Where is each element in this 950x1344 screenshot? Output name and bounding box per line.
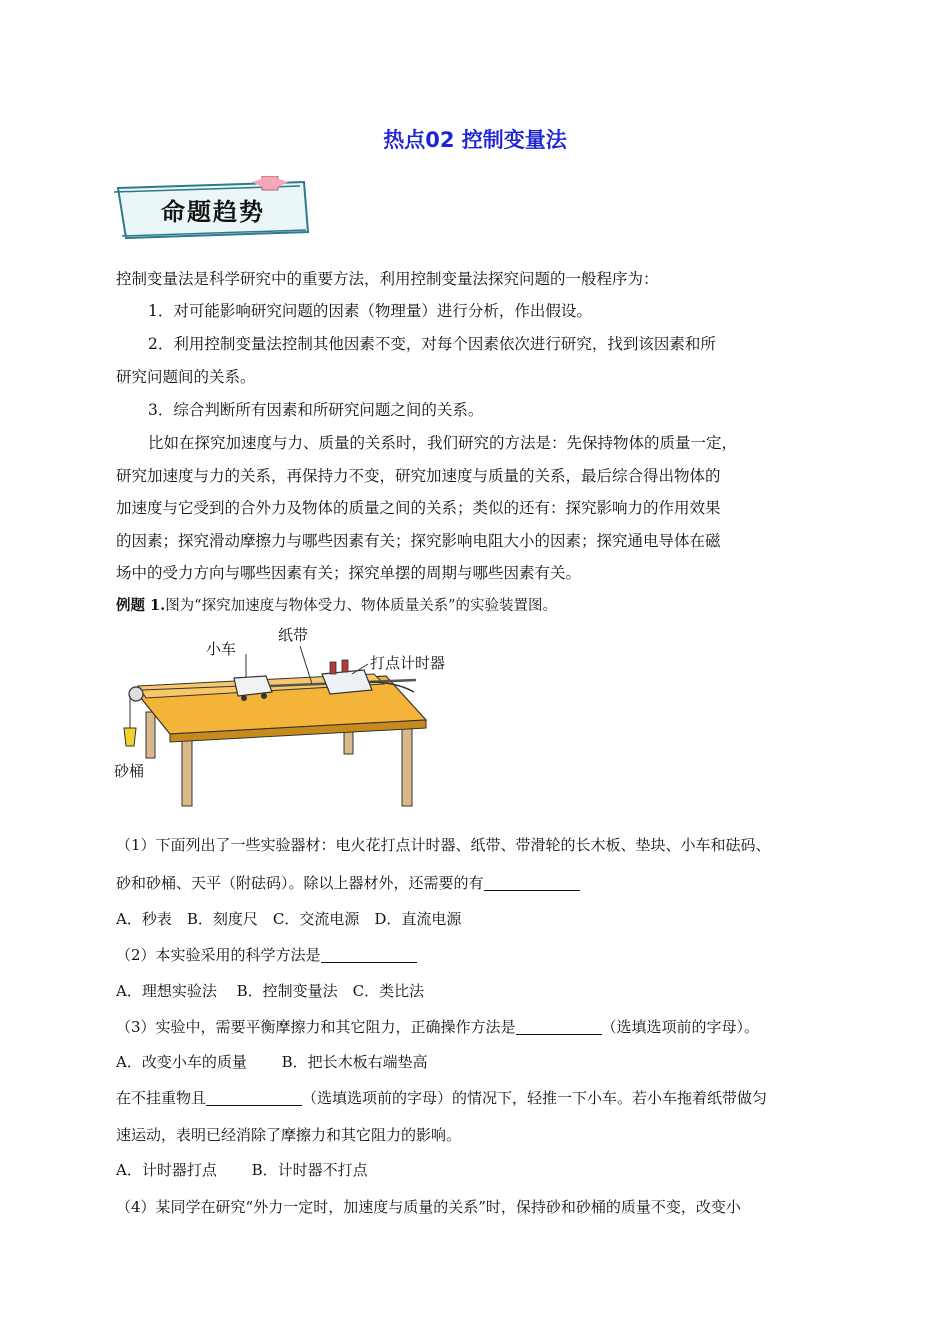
q1-options: A．秒表 B．刻度尺 C．交流电源 D．直流电源: [116, 910, 462, 928]
example-para-line: 场中的受力方向与哪些因素有关；探究单摆的周期与哪些因素有关。: [116, 564, 582, 582]
q1-line-2-text: 砂和砂桶、天平（附砝码）。除以上器材外，还需要的有: [116, 874, 484, 892]
example-para-line: 比如在探究加速度与力、质量的关系时，我们研究的方法是：先保持物体的质量一定，: [148, 434, 738, 452]
q1-line-2: [116, 868, 838, 899]
label-bucket: 砂桶: [114, 762, 145, 780]
page-title: 热点02 控制变量法: [383, 128, 567, 152]
label-tape: 纸带: [278, 626, 309, 644]
example-text: 图为“探究加速度与物体受力、物体质量关系”的实验装置图。: [165, 598, 558, 614]
q3-text-d: （选填选项前的字母）的情况下，轻推一下小车。若小车拖着纸带做匀: [302, 1089, 768, 1107]
q3-options-2: A．计时器打点 B．计时器不打点: [116, 1161, 368, 1179]
q3-line-3: 速运动，表明已经消除了摩擦力和其它阻力的影响。: [116, 1126, 462, 1144]
q2-options: A．理想实验法 B．控制变量法 C．类比法: [116, 982, 425, 1000]
example-para-line: 研究加速度与力的关系，再保持力不变，研究加速度与质量的关系，最后综合得出物体的: [116, 467, 721, 485]
step-2-cont: 研究问题间的关系。: [116, 368, 256, 386]
q3-text-b: （选填选项前的字母）。: [601, 1018, 760, 1036]
q2-text: （2）本实验采用的科学方法是: [116, 946, 321, 964]
answer-blank[interactable]: [206, 1089, 302, 1106]
answer-blank[interactable]: [484, 874, 580, 891]
q2-line: [116, 940, 838, 971]
label-car: 小车: [206, 640, 237, 658]
step-1: 1．对可能影响研究问题的因素（物理量）进行分析，作出假设。: [148, 302, 592, 320]
step-3: 3．综合判断所有因素和所研究问题之间的关系。: [148, 401, 484, 419]
intro-text: 控制变量法是科学研究中的重要方法，利用控制变量法探究问题的一般程序为：: [116, 270, 659, 288]
answer-blank[interactable]: [321, 946, 417, 963]
apparatus-figure: [116, 620, 466, 810]
q3-line-1: [116, 1012, 838, 1043]
q3-text-a: （3）实验中，需要平衡摩擦力和其它阻力，正确操作方法是: [116, 1018, 516, 1036]
q3-line-2: [116, 1083, 838, 1114]
q4-line-1: （4）某同学在研究“外力一定时，加速度与质量的关系”时，保持砂和砂桶的质量不变，改变小: [116, 1198, 741, 1216]
label-timer: 打点计时器: [370, 654, 446, 672]
q1-line-1: （1）下面列出了一些实验器材：电火花打点计时器、纸带、带滑轮的长木板、垫块、小车和砝码、: [116, 836, 771, 854]
q3-options-1: A．改变小车的质量 B．把长木板右端垫高: [116, 1053, 428, 1071]
example-para-line: 的因素；探究滑动摩擦力与哪些因素有关；探究影响电阻大小的因素；探究通电导体在磁: [116, 532, 721, 550]
example-label: 例题 1.: [116, 597, 166, 614]
banner-title: 命题趋势: [161, 197, 265, 226]
q3-text-c: 在不挂重物且: [116, 1089, 207, 1107]
answer-blank[interactable]: [516, 1018, 602, 1035]
example-heading: [116, 590, 838, 622]
step-2: 2．利用控制变量法控制其他因素不变，对每个因素依次进行研究，找到该因素和所: [148, 335, 716, 353]
example-para-line: 加速度与它受到的合外力及物体的质量之间的关系；类似的还有：探究影响力的作用效果: [116, 499, 721, 517]
